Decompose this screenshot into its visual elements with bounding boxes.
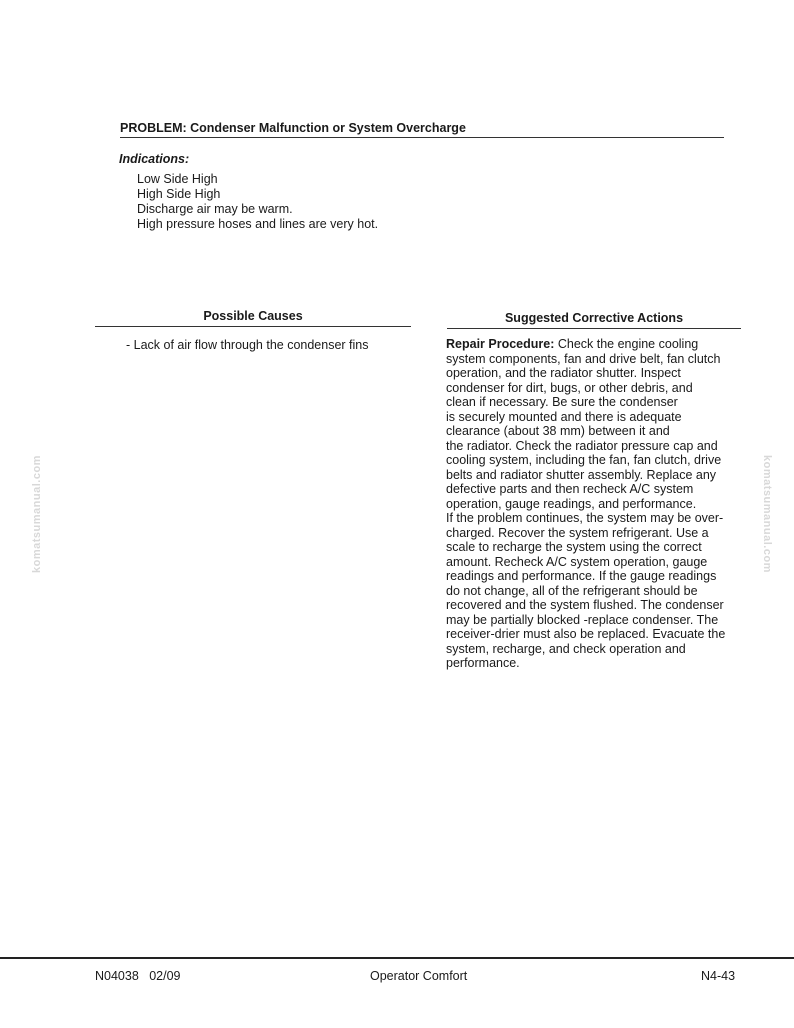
repair-line: condenser for dirt, bugs, or other debris, and bbox=[446, 380, 693, 395]
repair-procedure-label: Repair Procedure: bbox=[446, 337, 555, 351]
repair-line: is securely mounted and there is adequate bbox=[446, 409, 682, 424]
footer-page-number: N4-43 bbox=[701, 969, 736, 983]
repair-line: Check the engine cooling bbox=[554, 337, 699, 351]
repair-line: If the problem continues, the system may be over- bbox=[446, 511, 724, 525]
repair-procedure bbox=[446, 337, 742, 671]
repair-line: scale to recharge the system using the correct bbox=[446, 540, 702, 554]
repair-line: may be partially blocked -replace condenser. The bbox=[446, 612, 719, 627]
repair-line: the radiator. Check the radiator pressure cap and bbox=[446, 438, 718, 453]
indications-heading: Indications: bbox=[119, 152, 190, 166]
repair-line: defective parts and then recheck A/C system bbox=[446, 482, 694, 496]
repair-line: system components, fan and drive belt, fan clutch bbox=[446, 351, 721, 366]
problem-title: PROBLEM: Condenser Malfunction or System Overcharge bbox=[120, 121, 724, 138]
watermark-right: komatsumanual.com bbox=[760, 455, 773, 573]
repair-line: amount. Recheck A/C system operation, gauge bbox=[446, 554, 708, 569]
cause-item: - Lack of air flow through the condenser fins bbox=[126, 338, 369, 352]
repair-line: system, recharge, and check operation and bbox=[446, 641, 686, 656]
watermark-left: komatsumanual.com bbox=[30, 455, 43, 573]
repair-line: operation, gauge readings, and performance. bbox=[446, 496, 697, 511]
repair-line: recovered and the system flushed. The condenser bbox=[446, 598, 724, 612]
repair-line: charged. Recover the system refrigerant. Use a bbox=[446, 525, 709, 540]
indication-item: Discharge air may be warm. bbox=[137, 202, 293, 216]
repair-line: belts and radiator shutter assembly. Replace any bbox=[446, 467, 717, 482]
possible-causes-header: Possible Causes bbox=[95, 309, 411, 327]
repair-line: clearance (about 38 mm) between it and bbox=[446, 424, 670, 438]
repair-line: do not change, all of the refrigerant should be bbox=[446, 583, 698, 598]
indications-list bbox=[137, 172, 378, 232]
repair-line: cooling system, including the fan, fan clutch, drive bbox=[446, 453, 722, 467]
corrective-actions-header: Suggested Corrective Actions bbox=[447, 311, 741, 329]
indication-item: Low Side High bbox=[137, 172, 218, 186]
footer-section-title: Operator Comfort bbox=[370, 969, 468, 983]
repair-line: clean if necessary. Be sure the condenser bbox=[446, 395, 678, 409]
repair-line-first bbox=[446, 337, 742, 352]
indication-item: High Side High bbox=[137, 187, 221, 201]
indication-item: High pressure hoses and lines are very hot. bbox=[137, 217, 379, 231]
footer-divider bbox=[0, 957, 794, 959]
footer-doc-code: N04038 02/09 bbox=[95, 969, 181, 983]
repair-line: operation, and the radiator shutter. Inspect bbox=[446, 366, 681, 380]
repair-line: readings and performance. If the gauge readings bbox=[446, 569, 717, 583]
repair-line: receiver-drier must also be replaced. Evacuate the bbox=[446, 627, 726, 641]
repair-line: performance. bbox=[446, 656, 520, 670]
